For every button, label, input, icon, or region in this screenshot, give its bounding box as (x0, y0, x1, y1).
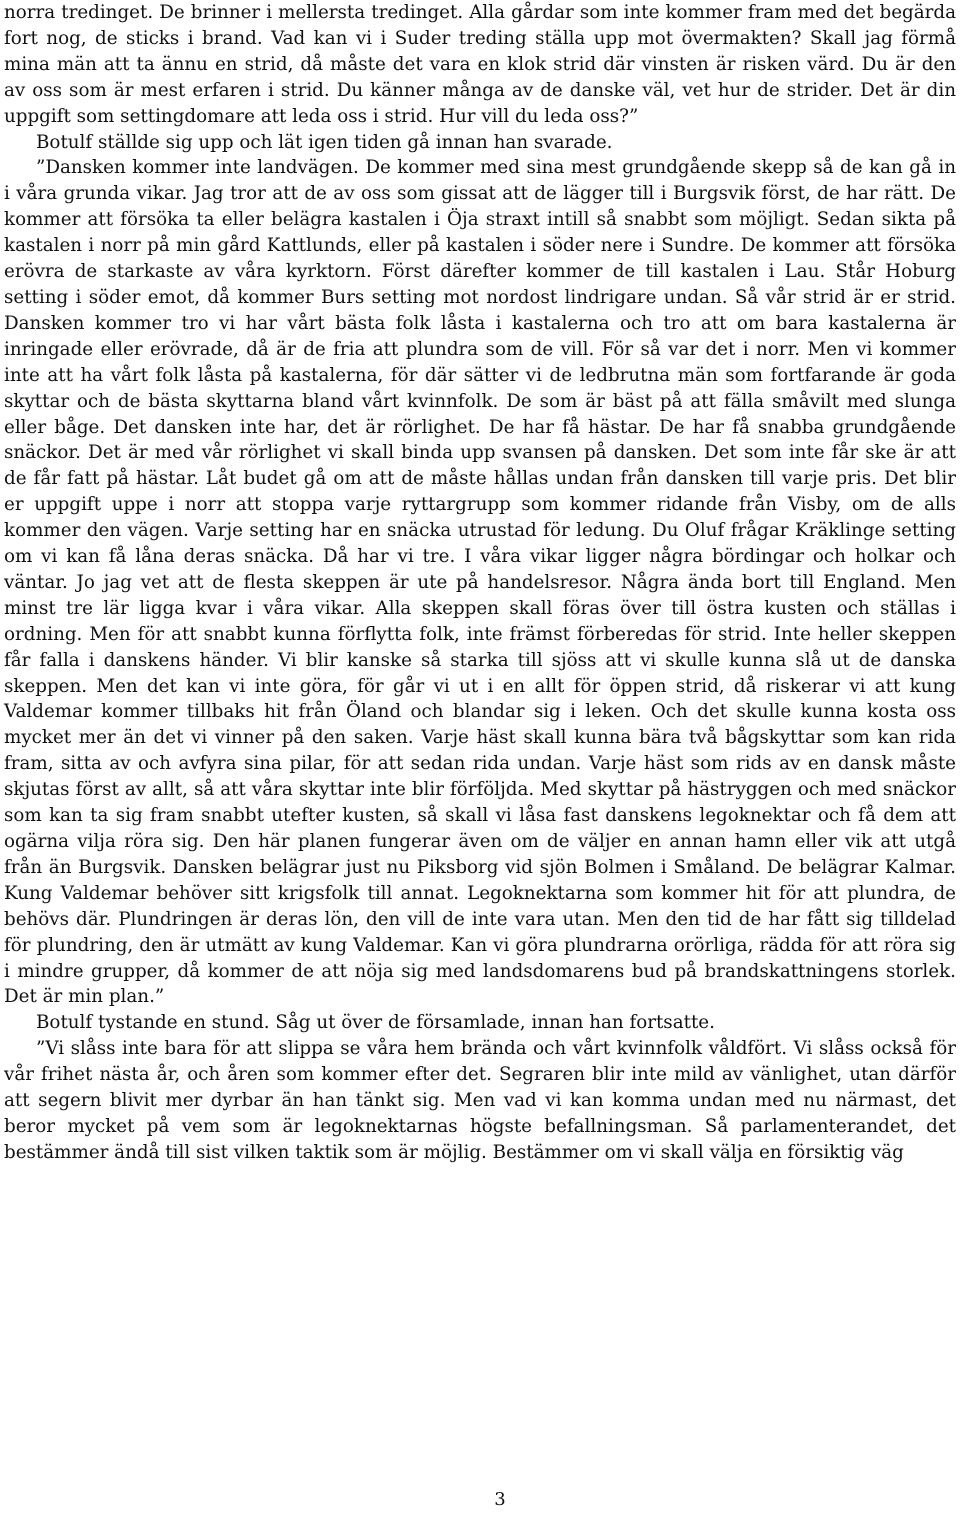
paragraph-botulf-stands: Botulf ställde sig upp och lät igen tiden gå innan han svarade. (36, 131, 613, 153)
paragraph-intro: norra tredinget. De brinner i mellersta tredinget. Alla gårdar som inte kommer fram med det begärda fort nog, de sticks i brand. Vad kan vi i Suder treding ställa upp mot övermakten? Skall jag förmå mina män att ta ännu en strid, då måste det vara en klok strid där vinsten är risken värd. Du är den av oss som är mest erfaren i strid. Du känner många av de danske väl, vet hur de strider. Det är din uppgift som settingdomare att leda oss i strid. Hur vill du leda oss?” (4, 2, 956, 127)
paragraph-battle-plan: ”Dansken kommer inte landvägen. De kommer med sina mest grundgående skepp så de kan gå in i våra grunda vikar. Jag tror att de av oss som gissat att de lägger till i Burgsvik först, de har rätt. De kommer att försöka ta eller belägra kastalen i Öja straxt intill så snabbt som möjligt. Sedan sikta på kastalen i norr på min gård Kattlunds, eller på kastalen i söder nere i Sundre. De kommer att försöka erövra de starkaste av våra kyrktorn. Först därefter kommer de till kastalen i Lau. Står Hoburg setting i söder emot, då kommer Burs setting mot nordost lindrigare undan. Så vår strid är er strid. Dansken kommer tro vi har vårt bästa folk låsta i kastalerna och tro att om bara kastalerna är inringade eller erövrade, då är de fria att plundra som de vill. För så var det i norr. Men vi kommer inte att ha vårt folk låsta på kastalerna, för där sätter vi de ledbrutna män som fortfarande är goda skyttar och de bästa skyttarna bland vårt kvinnfolk. De som är bäst på att fälla småvilt med slunga eller båge. Det dansken inte har, det är rörlighet. De har få hästar. De har få snabba grundgående snäckor. Det är med vår rörlighet vi skall binda upp svansen på dansken. Det som inte får ske är att de får fatt på hästar. Låt budet gå om att de måste hållas undan från dansken till varje pris. Det blir er uppgift uppe i norr att stoppa varje ryttargrupp som kommer ridande från Visby, om de alls kommer den vägen. Varje setting har en snäcka utrustad för ledung. Du Oluf frågar Kräklinge setting om vi kan få låna deras snäcka. Då har vi tre. I våra vikar ligger några bördingar och holkar och väntar. Jo jag vet att de flesta skeppen är ute på handelsresor. Några ända bort till England. Men minst tre lär ligga kvar i våra vikar. Alla skeppen skall föras över till östra kusten och ställas i ordning. Men för att snabbt kunna förflytta folk, inte främst förberedas för strid. Inte heller skeppen får falla i danskens händer. Vi blir kanske så starka till sjöss att vi skulle kunna slå ut de danska skeppen. Men det kan vi inte göra, för går vi ut i en allt för öppen strid, då riskerar vi att kung Valdemar kommer tillbaks hit från Öland och blandar sig i leken. Och det skulle kunna kosta oss mycket mer än det vi vinner på den saken. Varje häst skall kunna bära två bågskyttar som kan rida fram, sitta av och avfyra sina pilar, för att sedan rida undan. Varje häst som rids av en dansk måste skjutas först av allt, så att våra skyttar inte blir förföljda. Med skyttar på hästryggen och med snäckor som kan ta sig fram snabbt utefter kusten, så skall vi låsa fast danskens legoknektar och få dem att ogärna vilja röra sig. Den här planen fungerar även om de väljer en annan hamn eller vik att utgå från än Burgsvik. Dansken belägrar just nu Piksborg vid sjön Bolmen i Småland. De belägrar Kalmar. Kung Valdemar behöver sitt krigsfolk till annat. Legoknektarna som kommer hit för att plundra, de behövs där. Plundringen är deras lön, den vill de inte vara utan. Men den tid de har fått sig tilldelad för plundring, den är utmätt av kung Valdemar. Kan vi göra plundrarna orörliga, rädda för att röra sig i mindre grupper, då kommer de att nöja sig med landsdomarens bud på brandskattningens storlek. Det är min plan.” (4, 157, 956, 1008)
document-page (4, 0, 956, 1166)
paragraph-botulf-pauses: Botulf tystande en stund. Såg ut över de församlade, innan han fortsatte. (36, 1012, 715, 1034)
page-number: 3 (494, 1489, 506, 1510)
paragraph-freedom: ”Vi slåss inte bara för att slippa se våra hem brända och vårt kvinnfolk våldfört. Vi slåss också för vår frihet nästa år, och åren som kommer efter det. Segraren blir inte mild av vänlighet, utan därför att segern blivit mer dyrbar än han tänkt sig. Men vad vi kan komma undan med nu närmast, det beror mycket på vem som är legoknektarnas högste befallningsman. Så parlamenterandet, det bestämmer ändå till sist vilken taktik som är möjlig. Bestämmer om vi skall välja en försiktig väg (4, 1038, 956, 1163)
